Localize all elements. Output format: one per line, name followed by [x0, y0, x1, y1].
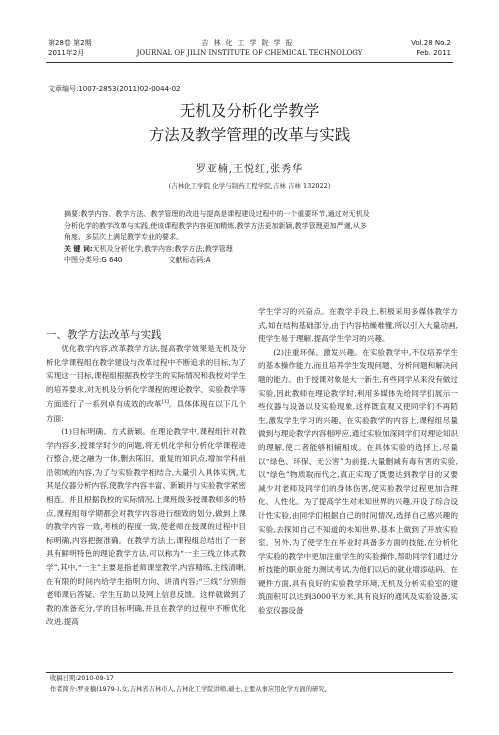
- reference-mark: [1]: [161, 399, 169, 406]
- keywords-line: [64, 244, 444, 256]
- footnote-author: 作者简介:罗亚楠(1979-),女,吉林省吉林市人,吉林化工学院讲师,硕士,主要从事应用化学方面的研究。: [50, 686, 331, 693]
- continued-paragraph: 学生学习的兴奋点。在教学手段上,积极采用多媒体教学方式,如在结构基础部分,由于内容枯燥难懂,所以引入大量动画,使学生易于理解,提高学生学习的兴趣。: [258, 307, 458, 344]
- authors: 罗亚楠,王悦红,张秀华: [195, 164, 304, 175]
- journal-volume-en: [411, 38, 451, 58]
- header-rule: [46, 62, 453, 63]
- affiliation: (吉林化工学院 化学与制药工程学院,吉林 吉林 132022): [168, 182, 331, 190]
- classification-line: [64, 255, 444, 267]
- abstract-line-2: 分析化学的教学改革与实践,使该课程教学内容更加精炼,教学方法更加新颖,教学管理更加严谨,从多: [64, 221, 367, 230]
- abstract-line-1: 摘要:教学内容、教学方法、教学管理的改进与提高是课程建设过程中的一个重要环节,通过对无机及: [64, 210, 370, 218]
- keywords: 无机及分析化学;教学内容;教学方法;教学管理: [92, 244, 233, 253]
- left-column: [46, 328, 246, 629]
- document-code: 文献标志码:A: [168, 256, 211, 265]
- section-heading: 一、教学方法改革与实践: [46, 329, 162, 341]
- paper-title-line2: 方法及教学管理的改革与实践: [148, 126, 351, 144]
- intro-tail: 。具体体现在以下几个方面:: [46, 399, 247, 423]
- paragraph-1: (1)目标明确、方式新颖。在理论教学中,课程组针对教学内容多,授课学时少的问题,将无机化学和分析化学课程进行整合,使之融为一体,删去陈旧、重复的知识点,增加学科前沿领域的内容,为了与实验教学相结合,大量引入具体实例,尤其是仪器分析内容,使教学内容丰富、新颖并与实验教学紧密相连。并且根据我校的实际情况,上课班级多授课教师多的特点,课程组每学期都会对教学内容进行细致的划分,做到上课的教学内容一致,考核的程度一致,使老师在授课的过程中目标明确,内容把握准确。在教学方法上,课程组总结出了一套具有鲜明特色的理论教学方法,可以称为“一主三线立体式教学”,其中,“一主”主要是指老师课堂教学,内容精练,主线清晰,在有限的时间内给学生指明方向、讲清内容;“三线”分别指老师课后答疑、学生互助以及网上信息反馈。这样就做到了教的准备充分,学的目标明确,并且在教学的过程中不断优化改进,提高: [46, 427, 246, 627]
- clc-number: 中图分类号:G 640: [64, 256, 123, 265]
- paragraph-2: (2)注重环保、激发兴趣。在实验教学中,不仅培养学生的基本操作能力,而且培养学生发现问题、分析问题和解决问题的能力。由于授课对象是大一新生,有些同学从来没有做过实验,因此教师在理论教学时,利用多媒体先给同学们展示一些仪器与设备以及实验现象,这样既直观又使同学们不再陌生,激发学生学习的兴趣。在实验教学的内容上,课程组尽量做到与理论教学内容相呼应,通过实验加深同学们对理论知识的理解,使二者能够相辅相成。在具体实验的选择上,尽量以“绿色、环保、无公害”为前提,大量删减有毒有害的实验,以“绿色”物质取而代之,真正实现了既要达到教学目的又要减少对老师及同学们的身体伤害,使实验教学过程更加合理化、人性化。为了提高学生对未知世界的兴趣,开设了综合设计性实验,由同学们根据自己的时间情况,选择自己感兴趣的实验,去探知自己不知道的未知世界,基本上做到了开放实验室。另外,为了使学生在毕业时具备多方面的技能,在分析化学实验的教学中更加注重学生的实验操作,帮助同学们通过分析技能的职业能力测试考试,为他们以后的就业增添砝码。在硬件方面,具有良好的实验教学环境,无机及分析实验室的建筑面积可以达到3000平方米,具有良好的通风及实验设备,实验室仪器设备: [258, 347, 458, 616]
- abstract-line-3: 角度、多层次上满足教学专业的要求。: [64, 233, 183, 242]
- intro-paragraph: [46, 342, 246, 425]
- journal-name-cn: 吉林化工学院学报: [201, 39, 298, 47]
- paper-title-line1: 无机及分析化学教学: [179, 102, 320, 120]
- volume-en: Vol.28 No.2: [411, 39, 451, 47]
- publish-date: 2011年2月: [48, 49, 85, 57]
- article-number: 文章编号:1007-2853(2011)02-0044-02: [48, 85, 181, 93]
- date-en: Feb. 2011: [416, 49, 451, 57]
- volume-issue: 第28卷 第2期: [48, 39, 92, 47]
- right-column: [258, 305, 458, 618]
- journal-name-en: JOURNAL OF JILIN INSTITUTE OF CHEMICAL TECHNOLOGY: [136, 49, 363, 57]
- footnote-received: 收稿日期:2010-09-17: [50, 675, 114, 682]
- keywords-label: 关 键 词:: [64, 244, 93, 253]
- abstract-block: [64, 209, 444, 267]
- intro-text: 优化教学内容,改革教学方法,提高教学效果是无机及分析化学课程组在教学建设与改革过程中不断追求的目标,为了实现这一目标,课程组根据我校学生的实际情况和我校对学生的培养要求,对无机及分析化学课程的理论教学、实验教学等方面进行了一系列卓有成效的改革: [46, 344, 246, 409]
